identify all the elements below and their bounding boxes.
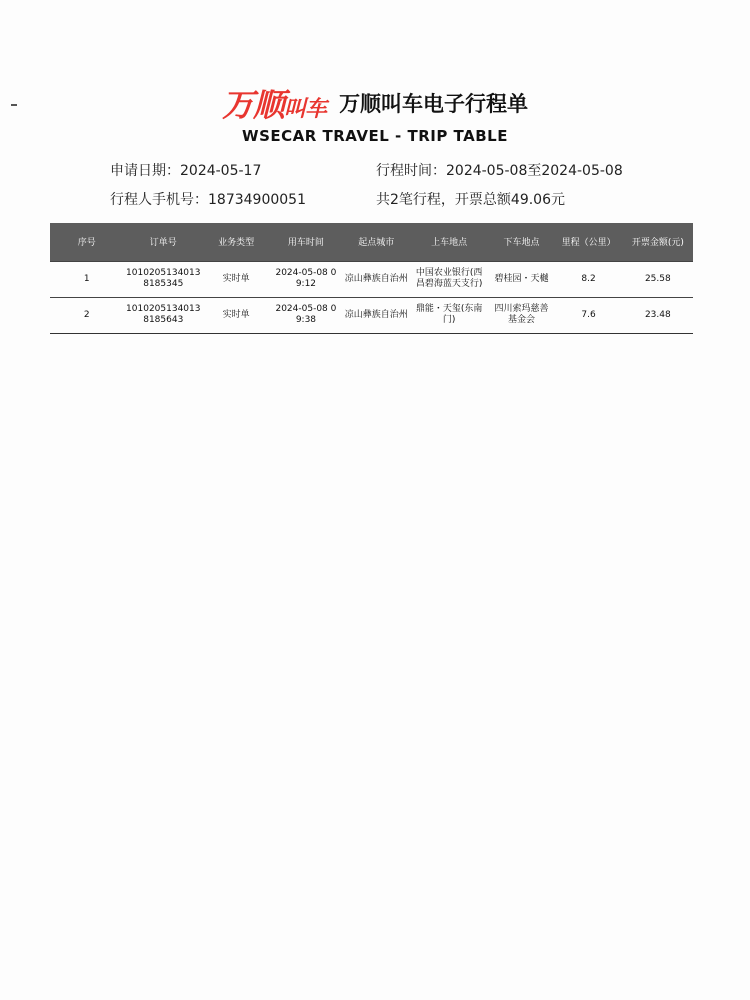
order-number: 10102051340138185345	[126, 268, 201, 289]
apply-date: 申请日期：2024-05-17	[110, 163, 262, 179]
trip-time: 行程时间：2024-05-08至2024-05-08	[376, 163, 623, 179]
invoice-amount: 23.48	[644, 309, 671, 320]
business-type: 实时单	[222, 309, 250, 320]
ride-time: 2024-05-08 09:38	[275, 304, 337, 325]
table-header-row	[50, 223, 693, 261]
distance-km: 8.2	[581, 273, 596, 284]
trip-total: 共2笔行程，开票总额49.06元	[376, 192, 565, 208]
table-row	[50, 261, 693, 297]
column-header: 里程（公里）	[561, 238, 616, 249]
logo-text-sub: 叫车	[283, 97, 326, 122]
document-title: 万顺叫车电子行程单	[339, 92, 529, 116]
start-city: 凉山彝族自治州	[344, 309, 408, 320]
column-header: 序号	[77, 238, 96, 249]
column-header: 用车时间	[287, 238, 324, 249]
row-index: 1	[83, 273, 90, 284]
column-header: 起点城市	[358, 238, 395, 249]
column-header: 下车地点	[503, 238, 540, 249]
column-header: 开票金额(元)	[631, 238, 684, 249]
table-row	[50, 297, 693, 333]
brand-logo	[222, 80, 326, 126]
column-header: 订单号	[149, 238, 177, 249]
dropoff-location: 四川索玛慈善基金会	[494, 304, 549, 325]
pickup-location: 中国农业银行(西昌碧海蓝天支行)	[415, 268, 483, 289]
ride-time: 2024-05-08 09:12	[275, 268, 337, 289]
pickup-location: 鼎能・天玺(东南门)	[415, 304, 483, 325]
start-city: 凉山彝族自治州	[344, 273, 408, 284]
dropoff-location: 碧桂园・天樾	[494, 273, 549, 284]
column-header: 业务类型	[218, 238, 255, 249]
row-index: 2	[83, 309, 90, 320]
order-number: 10102051340138185643	[126, 304, 201, 325]
passenger-phone: 行程人手机号：18734900051	[110, 192, 306, 208]
logo-text-main: 万顺	[221, 86, 284, 124]
trip-table	[50, 223, 693, 334]
document-header	[0, 80, 750, 126]
invoice-amount: 25.58	[644, 273, 671, 284]
document-subtitle: WSECAR TRAVEL - TRIP TABLE	[242, 127, 508, 145]
business-type: 实时单	[222, 273, 250, 284]
distance-km: 7.6	[581, 309, 596, 320]
column-header: 上车地点	[431, 238, 468, 249]
